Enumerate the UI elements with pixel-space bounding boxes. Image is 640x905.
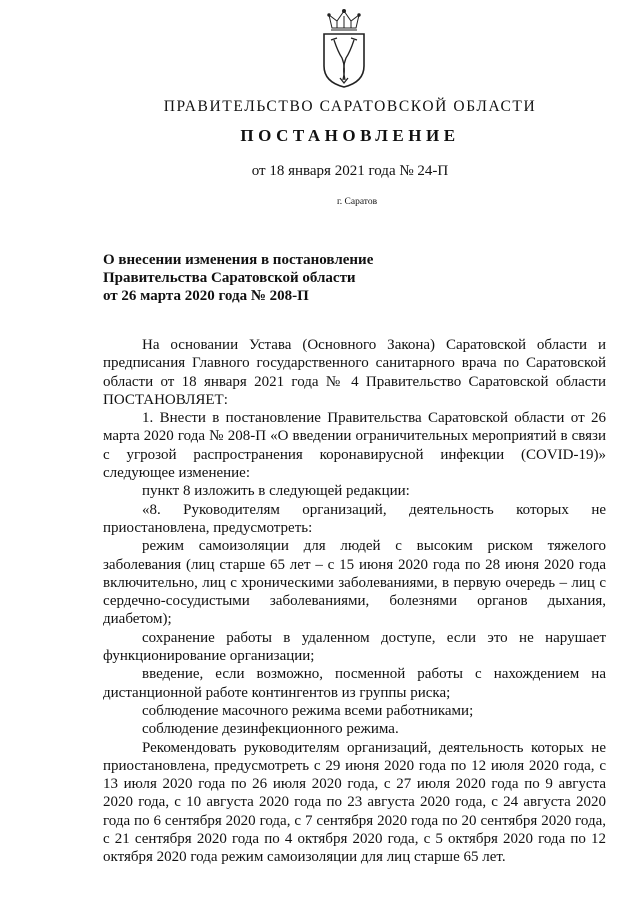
preamble-paragraph: На основании Устава (Основного Закона) Саратовской области и предписания Главного государственного санитарного врача по Саратовской области от 18 января 2021 года № 4 Правительство Саратовской области ПОСТАНОВЛЯЕТ: (103, 337, 606, 408)
amendment-intro: пункт 8 изложить в следующей редакции: (142, 483, 410, 500)
saratov-coat-of-arms-icon (318, 8, 370, 88)
decree-body (103, 336, 606, 867)
decree-subject (103, 251, 523, 305)
list-item: режим самоизоляции для людей с высоким риском тяжелого заболевания (лиц старше 65 лет – с 15 июня 2020 года по 28 июня 2020 года включительно, лиц с хроническими заболеваниями, в первую очередь – лиц с сердечно-сосудистыми заболеваниями, болезнями органов дыхания, диабетом); (103, 538, 606, 628)
government-title: ПРАВИТЕЛЬСТВО САРАТОВСКОЙ ОБЛАСТИ (163, 98, 537, 115)
list-item: соблюдение дезинфекционного режима. (142, 721, 399, 738)
subject-line: Правительства Саратовской области (103, 270, 356, 286)
clause-1-paragraph: 1. Внести в постановление Правительства Саратовской области от 26 марта 2020 года № 208-П «О введении ограничительных мероприятий в связи с угрозой распространения коронавирусной инфекции (COVID-19)» следующее изменение: (103, 410, 606, 482)
list-item: соблюдение масочного режима всеми работниками; (142, 702, 474, 719)
city: г. Саратов (336, 197, 378, 207)
decree-date-number: от 18 января 2021 года № 24-П (251, 163, 449, 179)
clause-8-paragraph: «8. Руководителям организаций, деятельность которых не приостановлена, предусмотреть: (103, 501, 606, 536)
recommendation-paragraph: Рекомендовать руководителям организаций, деятельность которых не приостановлена, предусмотреть с 29 июня 2020 года по 12 июля 2020 года, с 13 июля 2020 года по 26 июля 2020 года, с 27 июля 2020 года по 9 августа 2020 года, с 10 августа 2020 года по 23 августа 2020 года, с 24 августа 2020 года по 6 сентября 2020 года, с 7 сентября 2020 года по 20 сентября 2020 года, с 21 сентября 2020 года по 4 октября 2020 года, с 5 октября 2020 года по 12 октября 2020 года режим самоизоляции для лиц старше 65 лет. (103, 739, 606, 866)
list-item: сохранение работы в удаленном доступе, если это не нарушает функционирование организации; (103, 629, 606, 665)
subject-line: О внесении изменения в постановление (103, 252, 374, 268)
subject-line: от 26 марта 2020 года № 208-П (103, 288, 309, 304)
list-item: введение, если возможно, посменной работы с нахождением на дистанционной работе контингентов из группы риска; (103, 666, 606, 701)
document-type: ПОСТАНОВЛЕНИЕ (240, 126, 460, 145)
